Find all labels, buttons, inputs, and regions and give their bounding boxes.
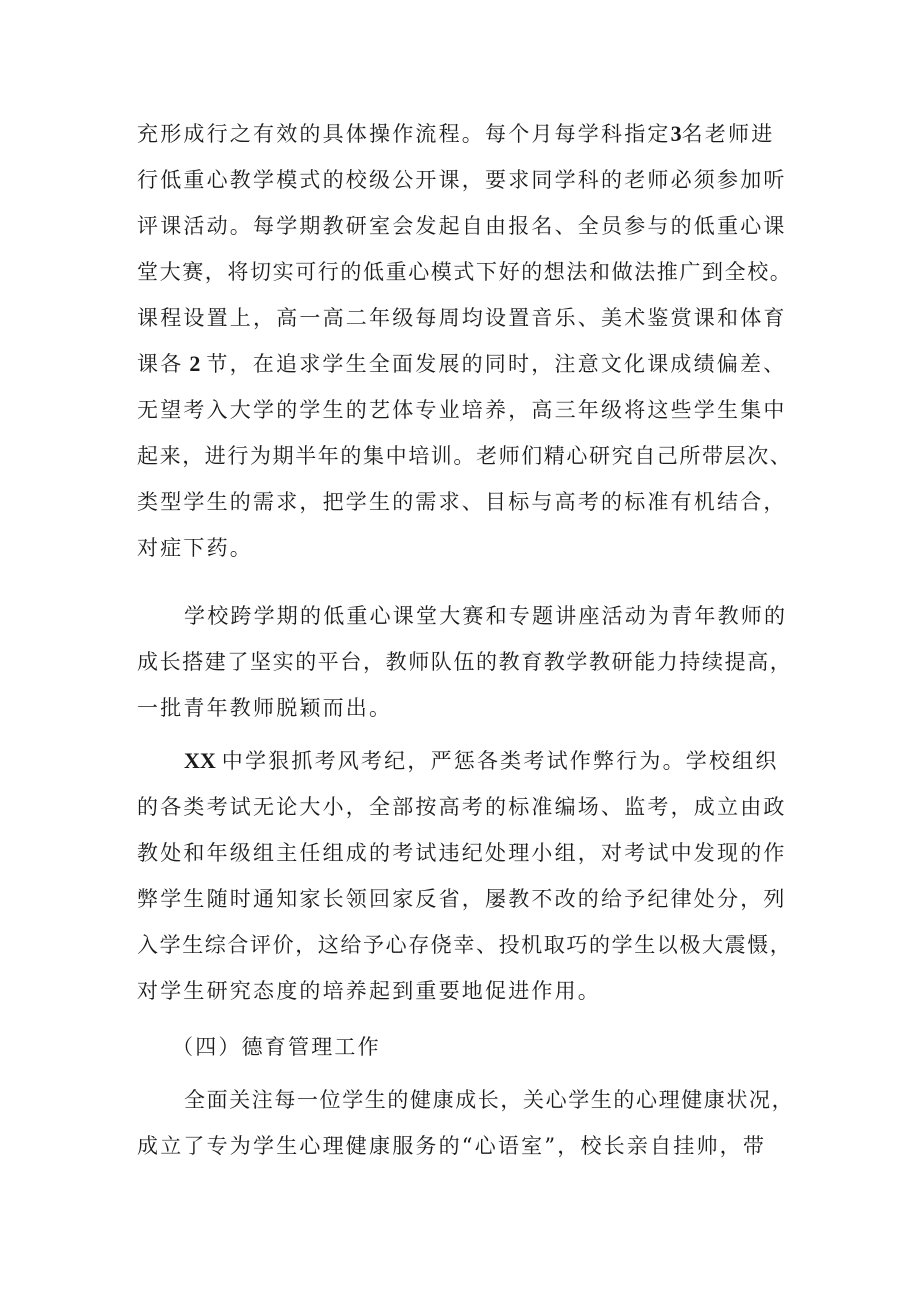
paragraph-1-line-10: 对症下药。 — [137, 536, 253, 560]
text-run: 中学狠抓考风考纪，严惩各类考试作弊行为。学校组织 — [221, 749, 779, 773]
bold-number: 2 — [189, 351, 201, 376]
paragraph-3-line-6: 对学生研究态度的培养起到重要地促进作用。 — [137, 979, 601, 1003]
paragraph-1-line-5: 课程设置上，高一高二年级每周均设置音乐、美术鉴赏课和体育 — [137, 306, 787, 330]
text-run: 课各 — [137, 352, 184, 376]
paragraph-1-line-4: 堂大赛，将切实可行的低重心模式下好的想法和做法推广到全校。 — [137, 260, 793, 284]
paragraph-4-line-2: 成立了专为学生心理健康服务的“心语室”，校长亲自挂帅，带 — [137, 1134, 767, 1158]
paragraph-1-line-7: 无望考入大学的学生的艺体专业培养，高三年级将这些学生集中 — [137, 398, 787, 422]
paragraph-3-line-5: 入学生综合评价，这给予心存侥幸、投机取巧的学生以极大震慑， — [137, 933, 793, 957]
text-run: 节，在追求学生全面发展的同时，注意文化课成绩偏差、 — [206, 352, 787, 376]
paragraph-3-line-4: 弊学生随时通知家长领回家反省，屡教不改的给予纪律处分，列 — [137, 887, 787, 911]
paragraph-1-line-3: 评课活动。每学期教研室会发起自由报名、全员参与的低重心课 — [137, 214, 787, 238]
paragraph-1-line-9: 类型学生的需求，把学生的需求、目标与高考的标准有机结合， — [137, 490, 787, 514]
bold-number: 3 — [670, 121, 682, 146]
text-run: 名老师进 — [681, 122, 775, 146]
bold-school-name: XX — [184, 748, 216, 773]
paragraph-2-line-1: 学校跨学期的低重心课堂大赛和专题讲座活动为青年教师的 — [184, 604, 788, 628]
paragraph-1-line-6 — [137, 349, 807, 379]
paragraph-4-line-1: 全面关注每一位学生的健康成长，关心学生的心理健康状况， — [184, 1088, 795, 1112]
paragraph-2-line-3: 一批青年教师脱颖而出。 — [137, 696, 393, 720]
paragraph-2-line-2: 成长搭建了坚实的平台，教师队伍的教育教学教研能力持续提高， — [137, 650, 793, 674]
paragraph-3-line-3: 教处和年级组主任组成的考试违纪处理小组，对考试中发现的作 — [137, 841, 787, 865]
section-heading: （四）德育管理工作 — [172, 1035, 381, 1059]
paragraph-1-line-1 — [137, 119, 807, 149]
paragraph-3-line-2: 的各类考试无论大小，全部按高考的标准编场、监考，成立由政 — [137, 795, 787, 819]
paragraph-1-line-2: 行低重心教学模式的校级公开课，要求同学科的老师必须参加听 — [137, 168, 787, 192]
paragraph-3-line-1 — [184, 746, 807, 776]
paragraph-1-line-8: 起来，进行为期半年的集中培训。老师们精心研究自己所带层次、 — [137, 444, 793, 468]
text-run: 充形成行之有效的具体操作流程。每个月每学科指定 — [137, 122, 671, 146]
